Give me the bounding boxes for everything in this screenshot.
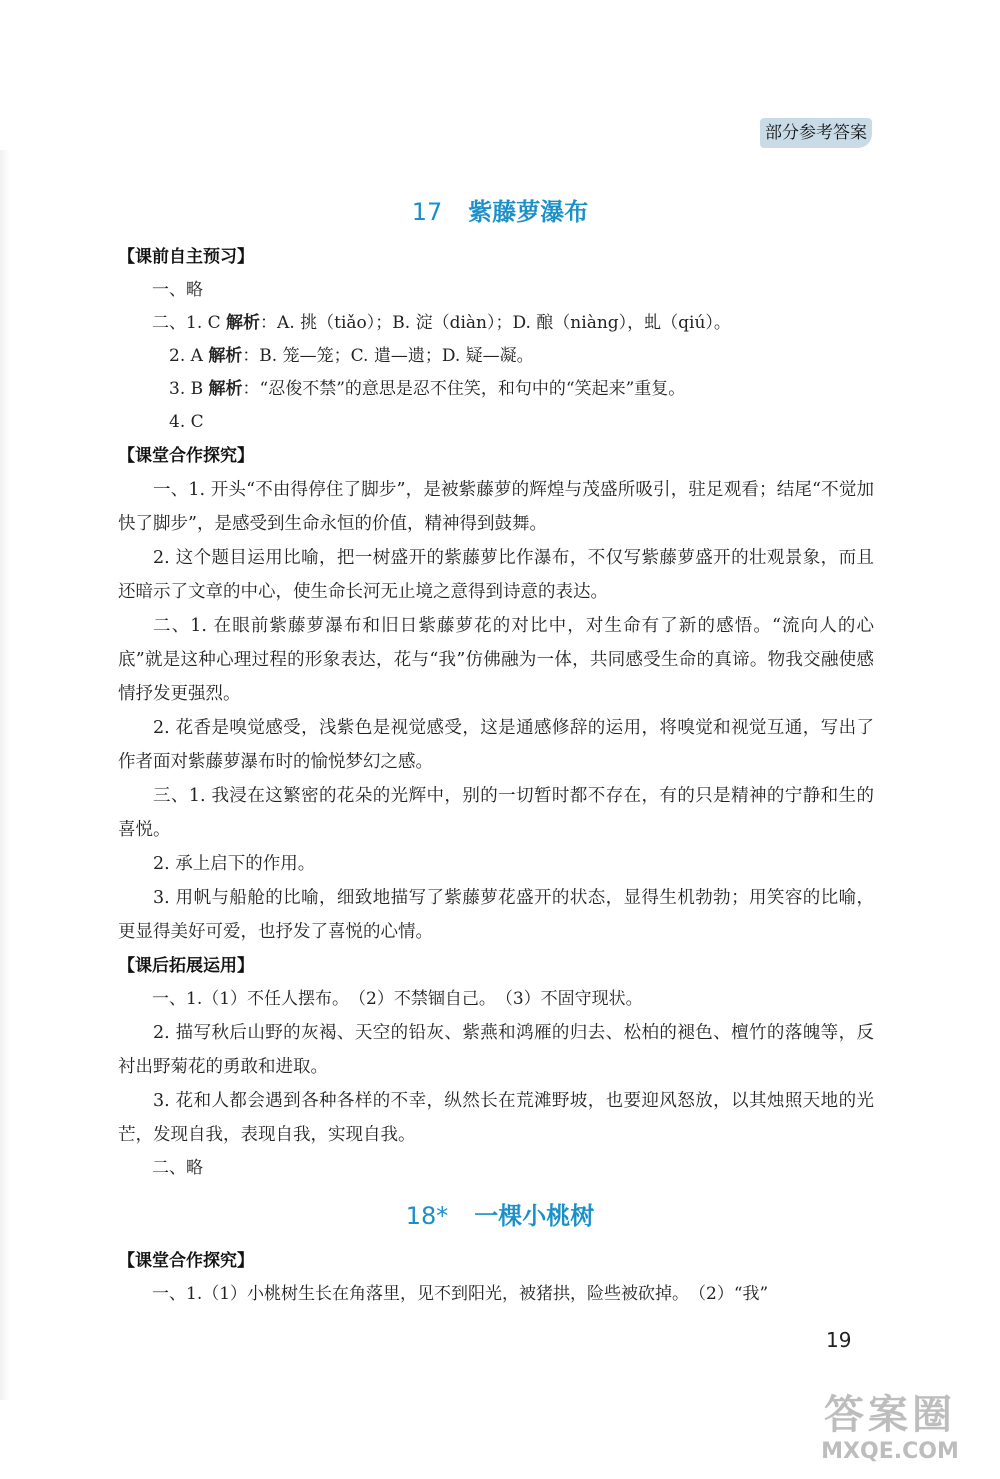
analysis-label: 解析 [208, 346, 243, 366]
class-para-6: 2. 承上启下的作用。 [153, 854, 316, 874]
preview-item-3: 2. A 解析：B. 笼—笼；C. 遣—遗；D. 疑—凝。 [169, 346, 534, 366]
lesson-17-title [0, 192, 1000, 227]
analysis-label: 解析 [226, 313, 261, 333]
after-para-3: 3. 花和人都会遇到各种各样的不幸，纵然长在荒滩野坡，也要迎风怒放，以其烛照天地的光芒，发现自我，表现自我，实现自我。 [118, 1091, 874, 1145]
watermark-line-1: 答案圈 [824, 1392, 956, 1438]
lesson-18-content [118, 1244, 874, 1311]
class-para-1: 一、1. 开头“不由得停住了脚步”，是被紫藤萝的辉煌与茂盛所吸引，驻足观看；结尾“不觉加快了脚步”，是感受到生命永恒的价值，精神得到鼓舞。 [118, 480, 874, 534]
preview-item-4: 3. B 解析：“忍俊不禁”的意思是忍不住笑，和句中的“笑起来”重复。 [169, 379, 686, 399]
lesson-18-class-item-1: 一、1.（1）小桃树生长在角落里，见不到阳光，被猪拱，险些被砍掉。 （2）“我” [152, 1284, 769, 1304]
lesson-17-content [118, 240, 874, 1185]
preview-heading: 【课前自主预习】 [118, 247, 254, 267]
after-item-4: 二、略 [152, 1158, 203, 1178]
class-heading: 【课堂合作探究】 [118, 446, 254, 466]
class-para-4: 2. 花香是嗅觉感受，浅紫色是视觉感受，这是通感修辞的运用，将嗅觉和视觉互通，写出了作者面对紫藤萝瀑布时的愉悦梦幻之感。 [118, 718, 874, 772]
lesson-18-title [0, 1196, 1000, 1231]
analysis-label: 解析 [208, 379, 243, 399]
preview-item-5: 4. C [169, 412, 204, 432]
after-item-1: 一、1.（1）不任人摆布。 （2）不禁锢自己。 （3）不固守现状。 [152, 989, 643, 1009]
preview-item-1: 一、略 [152, 280, 203, 300]
preview-item-2: 二、1. C 解析：A. 挑（tiǎo）；B. 淀（diàn）；D. 酿（niàng），虬（qiú）。 [152, 313, 731, 333]
lesson-17-number: 17 [411, 198, 443, 226]
class-para-5: 三、1. 我浸在这繁密的花朵的光辉中，别的一切暂时都不存在，有的只是精神的宁静和生的喜悦。 [118, 786, 874, 840]
lesson-18-number: 18* [405, 1202, 449, 1230]
class-para-2: 2. 这个题目运用比喻，把一树盛开的紫藤萝比作瀑布，不仅写紫藤萝盛开的壮观景象，而且还暗示了文章的中心，使生命长河无止境之意得到诗意的表达。 [118, 548, 874, 602]
watermark-line-2: MXQE.COM [821, 1439, 959, 1464]
lesson-18-name: 一棵小桃树 [474, 1202, 595, 1230]
page-number: 19 [826, 1328, 852, 1352]
lesson-17-name: 紫藤萝瀑布 [468, 198, 589, 226]
after-heading: 【课后拓展运用】 [118, 956, 254, 976]
after-para-2: 2. 描写秋后山野的灰褐、天空的铅灰、紫燕和鸿雁的归去、松柏的褪色、檀竹的落魄等，反衬出野菊花的勇敢和进取。 [118, 1023, 874, 1077]
header-section-tab: 部分参考答案 [760, 118, 872, 148]
site-watermark-logo [800, 1392, 980, 1474]
class-para-7: 3. 用帆与船舱的比喻，细致地描写了紫藤萝花盛开的状态，显得生机勃勃；用笑容的比喻，更显得美好可爱，也抒发了喜悦的心情。 [118, 888, 874, 942]
lesson-18-class-heading: 【课堂合作探究】 [118, 1251, 254, 1271]
class-para-3: 二、1. 在眼前紫藤萝瀑布和旧日紫藤萝花的对比中，对生命有了新的感悟。“流向人的心底”就是这种心理过程的形象表达，花与“我”仿佛融为一体，共同感受生命的真谛。物我交融使感情抒发更强烈。 [118, 616, 874, 704]
